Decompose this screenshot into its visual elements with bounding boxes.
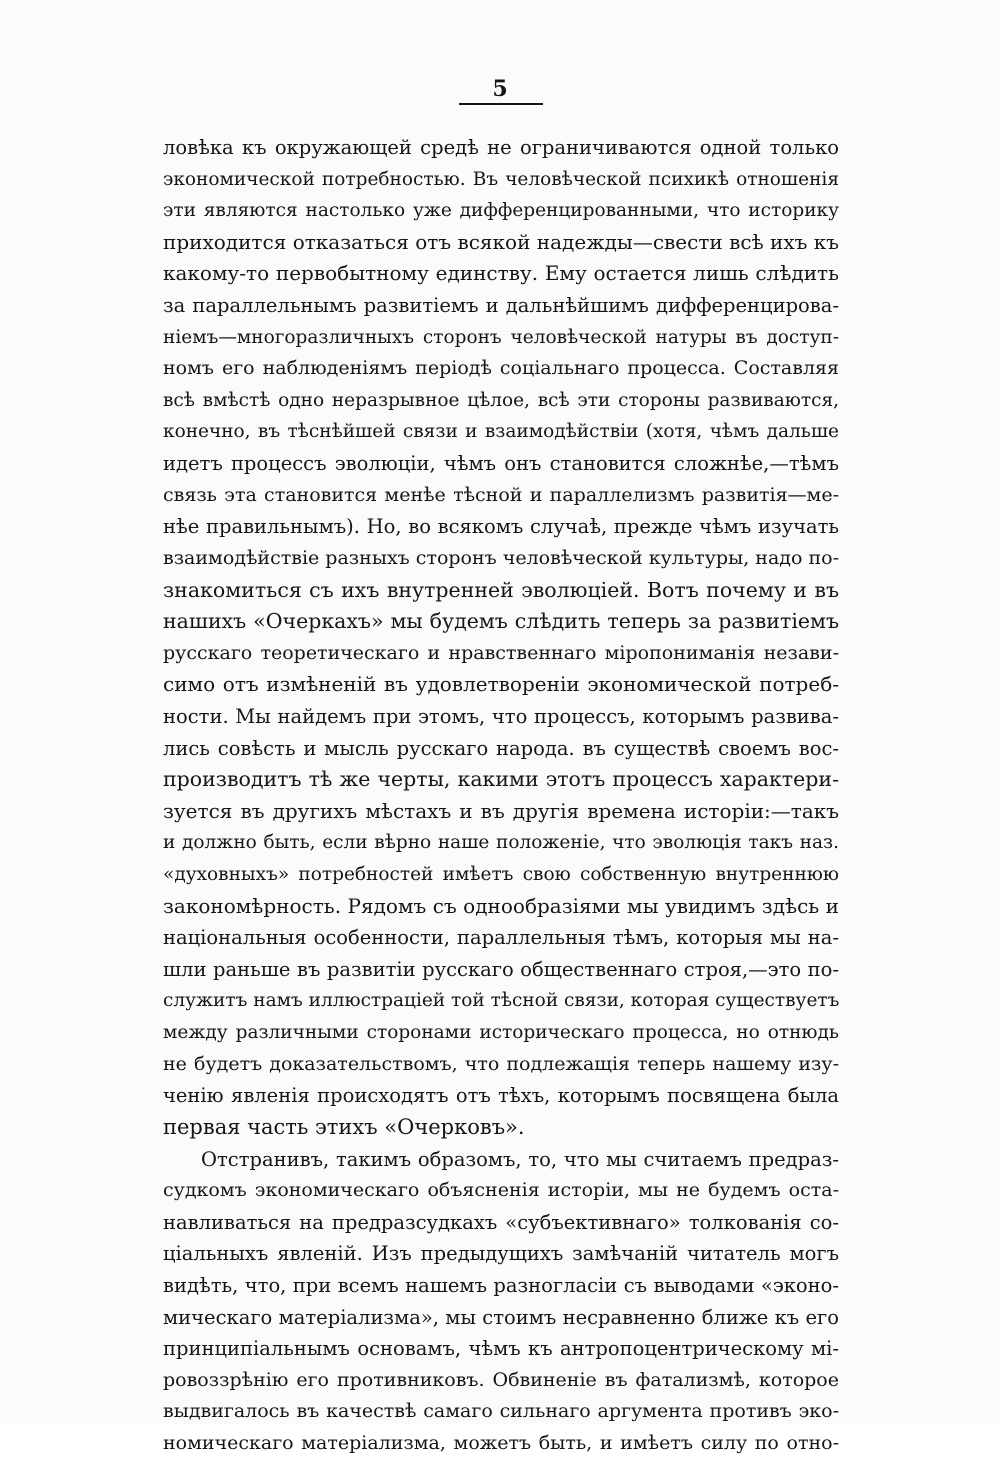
paragraph-1: [163, 132, 839, 1144]
text-line: служитъ намъ иллюстраціей той тѣсной связи, которая существуетъ: [163, 990, 839, 1012]
text-line: Отстранивъ, такимъ образомъ, то, что мы считаемъ предраз-: [201, 1147, 839, 1171]
text-line: мическаго матеріализма», мы стоимъ несравненно ближе къ его: [163, 1305, 839, 1329]
text-line: взаимодѣйствіе разныхъ сторонъ человѣческой культуры, надо по-: [163, 546, 839, 569]
text-line: ченію явленія происходятъ отъ тѣхъ, которымъ посвящена была: [163, 1084, 839, 1108]
body-text: [163, 132, 839, 1460]
text-line: не будетъ доказательствомъ, что подлежащія теперь нашему изу-: [163, 1052, 839, 1075]
text-line: экономической потребностью. Въ человѣческой психикѣ отношенія: [163, 168, 839, 190]
text-line: нашихъ «Очеркахъ» мы будемъ слѣдить теперь за развитіемъ: [163, 609, 839, 634]
text-line: ности. Мы найдемъ при этомъ, что процессъ, которымъ развива-: [163, 704, 839, 728]
text-line: какому-то первобытному единству. Ему остается лишь слѣдить: [163, 261, 839, 286]
text-line: навливаться на предразсудкахъ «субъективнаго» толкованія со-: [163, 1210, 839, 1234]
text-line: судкомъ экономическаго объясненія исторіи, мы не будемъ оста-: [163, 1179, 839, 1202]
text-line: нѣе правильнымъ). Но, во всякомъ случаѣ, прежде чѣмъ изучать: [163, 515, 839, 539]
text-line: эти являются настолько уже дифференцированными, что историку: [163, 200, 839, 222]
page-number: 5: [492, 76, 508, 102]
text-line: видѣть, что, при всемъ нашемъ разногласіи съ выводами «эконо-: [163, 1273, 839, 1297]
text-line: и должно быть, если вѣрно наше положеніе, что эволюція такъ наз.: [163, 832, 839, 854]
text-line: первая часть этихъ «Очерковъ».: [163, 1114, 525, 1139]
text-line: національныя особенности, параллельныя тѣмъ, которыя мы на-: [163, 926, 839, 950]
text-line: конечно, въ тѣснѣйшей связи и взаимодѣйствіи (хотя, чѣмъ дальше: [163, 421, 839, 443]
text-line: русскаго теоретическаго и нравственнаго міропониманія незави-: [163, 641, 839, 664]
page-number-rule: [459, 103, 543, 105]
text-line: связь эта становится менѣе тѣсной и параллелизмъ развитія—ме-: [163, 483, 839, 506]
paragraph-2: [163, 1144, 839, 1460]
text-line: шли раньше въ развитіи русскаго общественнаго строя,—это по-: [163, 957, 839, 981]
text-line: лись совѣсть и мысль русскаго народа. въ существѣ своемъ вос-: [163, 736, 839, 760]
text-line: приходится отказаться отъ всякой надежды—свести всѣ ихъ къ: [163, 229, 839, 254]
text-line: номическаго матеріализма, можетъ быть, и имѣетъ силу по отно-: [163, 1431, 839, 1454]
text-line: симо отъ измѣненій въ удовлетвореніи экономической потреб-: [163, 672, 839, 697]
text-line: ровоззрѣнію его противниковъ. Обвиненіе въ фатализмѣ, которое: [163, 1368, 839, 1391]
text-line: выдвигалось въ качествѣ самаго сильнаго аргумента противъ эко-: [163, 1400, 839, 1423]
text-line: зуется въ другихъ мѣстахъ и въ другія времена исторіи:—такъ: [163, 798, 839, 823]
text-line: между различными сторонами историческаго процесса, но отнюдь: [163, 1022, 839, 1044]
text-line: номъ его наблюденіямъ періодѣ соціальнаго процесса. Составляя: [163, 357, 839, 380]
text-line: идетъ процессъ эволюціи, чѣмъ онъ становится сложнѣе,—тѣмъ: [163, 452, 839, 476]
text-line: за параллельнымъ развитіемъ и дальнѣйшимъ дифференцирова-: [163, 294, 839, 318]
text-line: знакомиться съ ихъ внутренней эволюціей. Вотъ почему и въ: [163, 577, 839, 602]
text-line: ніемъ—многоразличныхъ сторонъ человѣческой натуры въ доступ-: [163, 326, 839, 348]
text-line: всѣ вмѣстѣ одно неразрывное цѣлое, всѣ эти стороны развиваются,: [163, 389, 839, 411]
text-line: производитъ тѣ же черты, какими этотъ процессъ характери-: [163, 767, 839, 792]
text-line: закономѣрность. Рядомъ съ однообразіями мы увидимъ здѣсь и: [163, 893, 839, 918]
text-line: ловѣка къ окружающей средѣ не ограничиваются одной только: [163, 136, 839, 159]
text-line: «духовныхъ» потребностей имѣетъ свою собственную внутреннюю: [163, 864, 839, 886]
text-line: ціальныхъ явленій. Изъ предыдущихъ замѣчаній читатель могъ: [163, 1242, 839, 1266]
text-line: принципіальнымъ основамъ, чѣмъ къ антропоцентрическому мі-: [163, 1337, 839, 1361]
